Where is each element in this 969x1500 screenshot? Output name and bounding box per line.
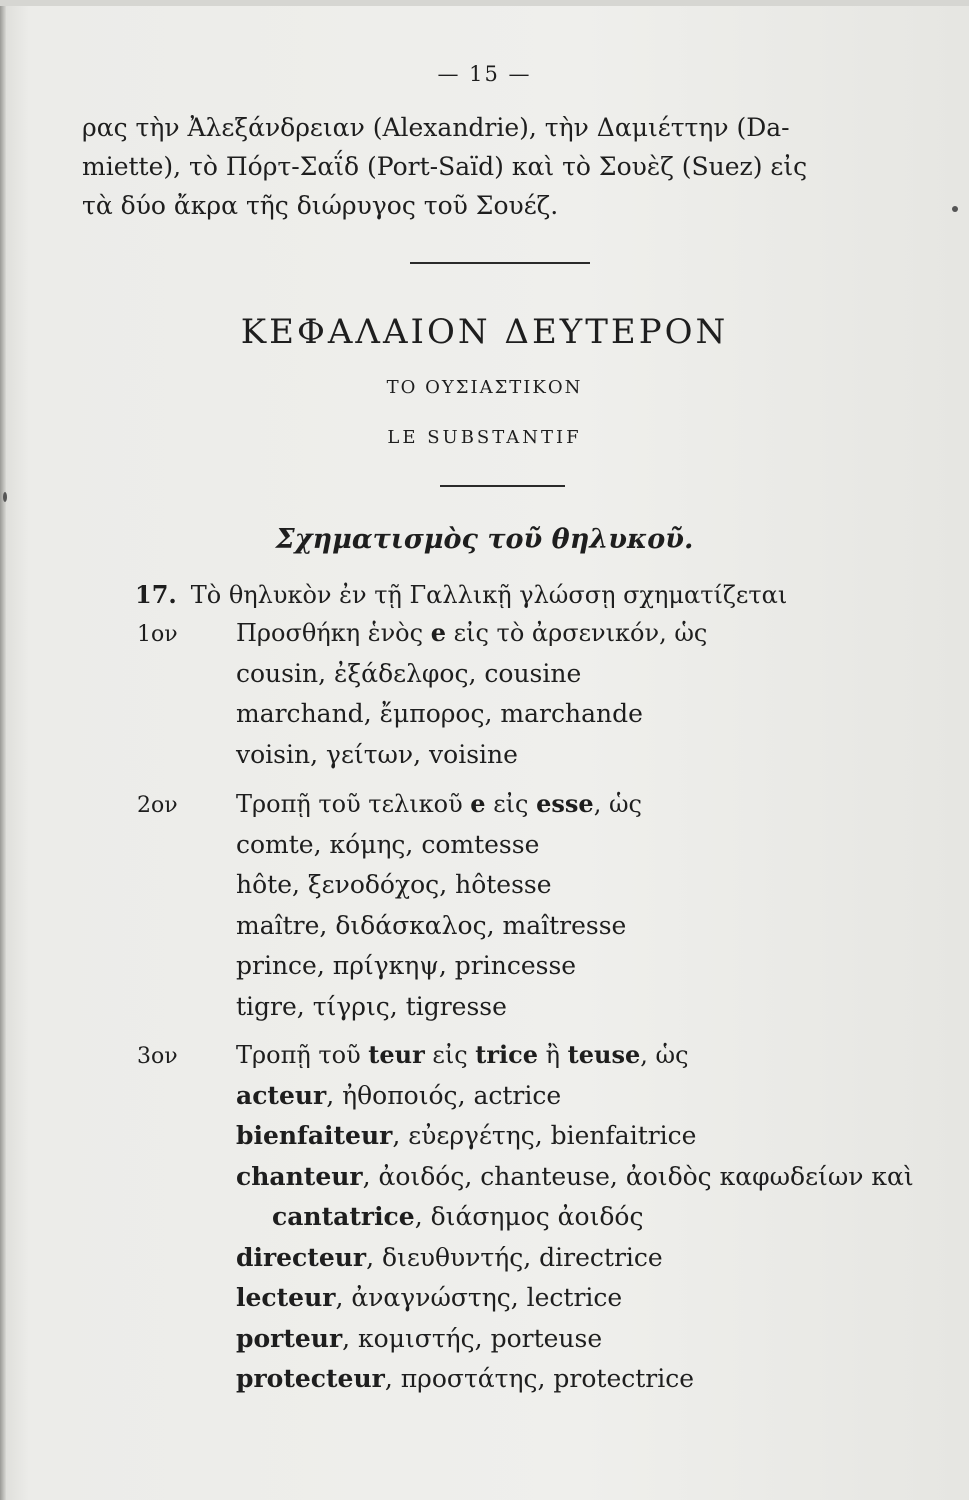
separator: , (484, 699, 501, 728)
separator: , (474, 1323, 491, 1353)
section-heading: Σχηματισμὸς τοῦ θηλυκοῦ. (275, 524, 694, 555)
greek-translation: διάσημος ἀοιδός (430, 1202, 644, 1231)
rule-heading-text: Τροπῇ τοῦ (236, 1041, 369, 1069)
chapter-divider (440, 485, 565, 487)
greek-translation: διδάσκαλος (335, 910, 487, 940)
greek-translation: προστάτης (400, 1364, 538, 1393)
french-feminine: voisine (429, 739, 518, 769)
separator: , (362, 1161, 379, 1191)
paragraph-intro (135, 580, 787, 609)
rule-heading-text: εἰς (485, 790, 537, 818)
separator: , (296, 991, 313, 1021)
separator: , (413, 739, 430, 769)
rule-heading-suffix: teur (368, 1040, 425, 1069)
greek-translation: κομιστής (358, 1323, 475, 1353)
separator: , (609, 1161, 626, 1191)
example-row (236, 659, 581, 688)
intro-line: τὰ δύο ἄκρα τῆς διώρυγος τοῦ Σουέζ. (82, 191, 559, 220)
paper-speck (3, 492, 7, 502)
rule-heading-suffix: trice (475, 1040, 539, 1069)
french-masculine: acteur (236, 1080, 327, 1110)
french-masculine: porteur (236, 1323, 343, 1353)
french-masculine: marchand (236, 699, 364, 728)
greek-translation: εὐεργέτης (408, 1121, 535, 1150)
rule-heading-text: , ὡς (640, 1041, 689, 1069)
french-feminine: cousine (484, 658, 582, 688)
example-row (236, 992, 507, 1021)
separator: , (292, 870, 308, 899)
greek-translation: κόμης (329, 829, 406, 859)
greek-note: ἀοιδὸς καφωδείων καὶ (625, 1161, 914, 1191)
rule-heading (236, 618, 707, 647)
example-row (236, 911, 626, 940)
rule-number: 2ον (137, 793, 178, 818)
greek-translation: ἠθοποιός (342, 1080, 458, 1110)
greek-translation: ἔμπορος (379, 699, 485, 728)
example-row (272, 1202, 643, 1231)
french-feminine: marchande (500, 699, 643, 728)
greek-translation: γείτων (326, 739, 414, 769)
separator: , (335, 1283, 352, 1312)
separator: , (537, 1364, 554, 1393)
greek-translation: ξενοδόχος (307, 870, 440, 899)
french-feminine: maîtresse (502, 910, 627, 940)
french-masculine: cousin (236, 658, 319, 688)
separator: , (310, 739, 327, 769)
example-row (236, 699, 643, 728)
paragraph-text: Τὸ θηλυκὸν ἐν τῇ Γαλλικῇ γλώσσῃ σχηματίζεται (190, 581, 788, 609)
example-row (236, 1081, 561, 1110)
rule-heading-suffix: e (430, 618, 446, 647)
french-feminine: porteuse (490, 1323, 603, 1353)
example-row (236, 740, 518, 769)
separator: , (439, 870, 456, 899)
french-masculine: bienfaiteur (236, 1121, 393, 1150)
french-feminine: actrice (473, 1080, 562, 1110)
paragraph-number: 17. (135, 580, 177, 609)
french-feminine: directrice (539, 1242, 663, 1272)
example-row (236, 1324, 602, 1353)
greek-translation: πρίγκηψ (332, 951, 439, 980)
rule-heading (236, 789, 642, 818)
separator: , (363, 699, 380, 728)
rule-heading-text: , ὡς (593, 790, 642, 818)
separator: , (464, 1161, 481, 1191)
greek-translation: διευθυντής (381, 1242, 524, 1272)
french-feminine: protectrice (553, 1364, 695, 1393)
french-masculine: prince (236, 951, 317, 980)
page-top-edge (0, 0, 969, 6)
rule-number: 1ον (137, 622, 178, 647)
french-feminine: bienfaitrice (550, 1121, 697, 1150)
example-row (236, 951, 576, 980)
example-row (236, 1243, 663, 1272)
chapter-title: ΚΕΦΑΛΑΙΟΝ ΔΕΥΤΕΡΟΝ (240, 312, 729, 352)
french-feminine: tigresse (405, 991, 507, 1021)
separator: , (523, 1242, 540, 1272)
french-feminine: lectrice (526, 1283, 623, 1312)
french-masculine: tigre (236, 991, 297, 1021)
separator: , (326, 1080, 343, 1110)
french-feminine: chanteuse (480, 1161, 610, 1191)
french-masculine: directeur (236, 1242, 367, 1272)
separator: , (405, 829, 422, 859)
separator: , (392, 1121, 409, 1150)
intro-paragraph (82, 108, 922, 225)
intro-line: ρας τὴν Ἀλεξάνδρειαν (Alexandrie), τὴν Δαμιέττην (Da- (82, 113, 790, 142)
separator: , (457, 1080, 474, 1110)
french-masculine: hôte (236, 870, 292, 899)
intro-line: miette), τὸ Πόρτ-Σαΐδ (Port-Saïd) καὶ τὸ Σουὲζ (Suez) εἰς (82, 152, 808, 181)
separator: , (319, 910, 336, 940)
separator: , (389, 991, 406, 1021)
separator: , (366, 1242, 382, 1272)
separator: , (313, 829, 330, 859)
separator: , (438, 951, 455, 980)
rule-heading-text: εἰς τὸ ἀρσενικόν, ὡς (453, 619, 708, 647)
rule-heading-text: Τροπῇ τοῦ τελικοῦ (236, 790, 471, 818)
separator: , (510, 1283, 527, 1312)
example-row (236, 830, 539, 859)
french-feminine: comtesse (421, 829, 540, 859)
french-masculine: maître (236, 910, 320, 940)
example-row (236, 1283, 622, 1312)
chapter-subtitle-french: LE SUBSTANTIF (387, 427, 582, 448)
section-divider (410, 262, 590, 264)
separator: , (384, 1364, 401, 1393)
rule-heading-text: ἢ (538, 1041, 568, 1069)
rule-heading (236, 1040, 689, 1069)
french-feminine: hôtesse (455, 870, 552, 899)
separator: , (318, 658, 334, 688)
example-row (236, 1162, 914, 1191)
page-number: — 15 — (437, 62, 532, 86)
rule-heading-text: εἰς (424, 1041, 476, 1069)
rule-heading-suffix: esse (536, 789, 594, 818)
separator: , (414, 1202, 431, 1231)
greek-translation: ἀναγνώστης (351, 1283, 511, 1312)
rule-heading-suffix: teuse (567, 1040, 641, 1069)
example-row (236, 1364, 694, 1393)
french-feminine: princesse (454, 951, 577, 980)
example-row (236, 1121, 696, 1150)
greek-translation: ἐξάδελφος (334, 658, 469, 688)
example-row (236, 870, 552, 899)
french-masculine: chanteur (236, 1161, 363, 1191)
french-masculine: lecteur (236, 1283, 336, 1312)
french-masculine: comte (236, 829, 314, 859)
rule-heading-suffix: e (470, 789, 486, 818)
french-masculine: voisin (236, 739, 311, 769)
french-masculine: protecteur (236, 1364, 385, 1393)
separator: , (486, 910, 503, 940)
chapter-subtitle-greek: ΤΟ ΟΥΣΙΑΣΤΙΚΟΝ (386, 377, 583, 398)
greek-translation: ἀοιδός (378, 1161, 465, 1191)
separator: , (316, 951, 333, 980)
page-edge-shadow (0, 0, 6, 1500)
greek-translation: τίγρις (312, 991, 390, 1021)
separator: , (342, 1323, 359, 1353)
french-masculine: cantatrice (272, 1202, 415, 1231)
paper-speck (952, 206, 958, 212)
separator: , (468, 658, 485, 688)
separator: , (534, 1121, 551, 1150)
rule-heading-text: Προσθήκη ἑνὸς (236, 619, 431, 647)
rule-heading-text (446, 619, 454, 647)
rule-number: 3ον (137, 1044, 178, 1069)
